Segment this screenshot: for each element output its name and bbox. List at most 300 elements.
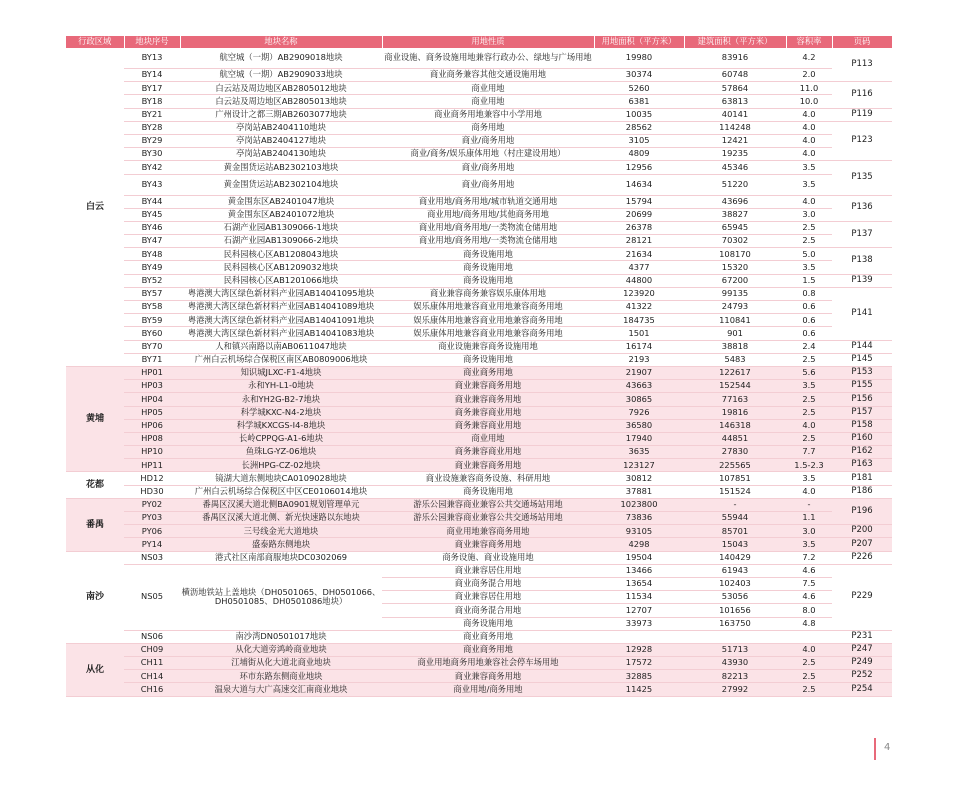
parcel-id-cell: BY60 <box>124 327 180 340</box>
parcel-name-cell: 石湖产业园AB1309066-1地块 <box>180 221 382 234</box>
plot-ratio-cell: 2.5 <box>786 353 832 366</box>
plot-ratio-cell: 3.5 <box>786 174 832 195</box>
land-area-cell: 123127 <box>594 459 684 472</box>
land-area-cell: 5260 <box>594 82 684 95</box>
plot-ratio-cell: 2.5 <box>786 432 832 445</box>
table-row <box>66 261 892 274</box>
floor-area-cell: 57864 <box>684 82 786 95</box>
land-area-cell: 43663 <box>594 380 684 393</box>
page-ref-cell: P139 <box>832 274 892 287</box>
page-ref-cell: P196 <box>832 498 892 524</box>
land-use-cell: 商业用地 <box>382 95 594 108</box>
table-row <box>66 380 892 393</box>
floor-area-cell: 43696 <box>684 195 786 208</box>
parcel-id-cell: HP06 <box>124 419 180 432</box>
table-row <box>66 498 892 511</box>
land-use-cell: 商业用地 <box>382 82 594 95</box>
page-ref-cell: P162 <box>832 446 892 459</box>
header-parcel-name: 地块名称 <box>180 36 382 48</box>
table-header-row <box>66 36 892 48</box>
land-area-cell: 2193 <box>594 353 684 366</box>
parcel-id-cell: BY28 <box>124 121 180 134</box>
parcel-name-cell: 黄金围东区AB2401047地块 <box>180 195 382 208</box>
land-use-cell: 商业/商务/娱乐康体用地（村庄建设用地） <box>382 148 594 161</box>
land-area-cell: 11425 <box>594 683 684 696</box>
parcel-id-cell: NS03 <box>124 551 180 564</box>
land-area-cell: 41322 <box>594 301 684 314</box>
land-use-cell: 商业兼容商务用地 <box>382 380 594 393</box>
table-row <box>66 485 892 498</box>
plot-ratio-cell: 5.0 <box>786 248 832 261</box>
land-area-cell: 4377 <box>594 261 684 274</box>
plot-ratio-cell: 7.5 <box>786 577 832 590</box>
land-area-cell: 20699 <box>594 208 684 221</box>
land-use-cell: 商业用地/商务用地 <box>382 683 594 696</box>
parcel-name-cell: 亭岗站AB2404130地块 <box>180 148 382 161</box>
parcel-id-cell: BY43 <box>124 174 180 195</box>
parcel-id-cell: BY17 <box>124 82 180 95</box>
parcel-name-cell: 民科园核心区AB1208043地块 <box>180 248 382 261</box>
parcel-id-cell: BY18 <box>124 95 180 108</box>
page-ref-cell: P229 <box>832 564 892 630</box>
land-area-cell: 6381 <box>594 95 684 108</box>
plot-ratio-cell: 3.0 <box>786 525 832 538</box>
page-ref-cell: P119 <box>832 108 892 121</box>
page-ref-cell: P160 <box>832 432 892 445</box>
floor-area-cell: 101656 <box>684 604 786 617</box>
plot-ratio-cell: 4.0 <box>786 485 832 498</box>
land-area-cell: 13654 <box>594 577 684 590</box>
floor-area-cell: 15043 <box>684 538 786 551</box>
parcel-name-cell: 白云站及周边地区AB2805013地块 <box>180 95 382 108</box>
land-use-cell: 商务设施用地 <box>382 485 594 498</box>
land-area-cell: 12956 <box>594 161 684 174</box>
parcel-name-cell: 广州白云机场综合保税区中区CE0106014地块 <box>180 485 382 498</box>
land-use-cell: 商业/商务用地 <box>382 161 594 174</box>
district-cell: 从化 <box>66 643 124 696</box>
floor-area-cell: 53056 <box>684 591 786 604</box>
land-use-cell: 商业设施、商务设施用地兼容行政办公、绿地与广场用地 <box>382 48 594 69</box>
parcel-name-cell: 黄金围东区AB2401072地块 <box>180 208 382 221</box>
parcel-name-cell: 民科园核心区AB1209032地块 <box>180 261 382 274</box>
table-row <box>66 525 892 538</box>
plot-ratio-cell: 2.0 <box>786 69 832 82</box>
table-row <box>66 235 892 248</box>
parcel-name-cell: 盛泰路东侧地块 <box>180 538 382 551</box>
parcel-id-cell: BY71 <box>124 353 180 366</box>
land-use-cell: 商业商务混合用地 <box>382 604 594 617</box>
page-number-marker <box>874 738 876 760</box>
floor-area-cell: 44851 <box>684 432 786 445</box>
page-ref-cell: P155 <box>832 380 892 393</box>
parcel-name-cell: 粤港澳大湾区绿色新材料产业园AB14041091地块 <box>180 314 382 327</box>
parcel-name-cell: 科学城KXC-N4-2地块 <box>180 406 382 419</box>
land-area-cell: 30865 <box>594 393 684 406</box>
parcel-id-cell: NS06 <box>124 630 180 643</box>
table-row <box>66 564 892 577</box>
floor-area-cell: 114248 <box>684 121 786 134</box>
parcel-name-cell: 从化大道旁鸿岭商业地块 <box>180 643 382 656</box>
parcel-id-cell: HP04 <box>124 393 180 406</box>
land-area-cell: 32885 <box>594 670 684 683</box>
floor-area-cell: 65945 <box>684 221 786 234</box>
floor-area-cell: 146318 <box>684 419 786 432</box>
floor-area-cell: 61943 <box>684 564 786 577</box>
floor-area-cell: 107851 <box>684 472 786 485</box>
floor-area-cell: 122617 <box>684 366 786 379</box>
page-ref-cell: P231 <box>832 630 892 643</box>
page-ref-cell: P186 <box>832 485 892 498</box>
land-area-cell: 3105 <box>594 134 684 147</box>
land-area-cell: 44800 <box>594 274 684 287</box>
plot-ratio-cell: 0.6 <box>786 314 832 327</box>
land-use-cell: 商务设施、商业设施用地 <box>382 551 594 564</box>
parcel-name-cell: 粤港澳大湾区绿色新材料产业园AB14041083地块 <box>180 327 382 340</box>
page-ref-cell: P113 <box>832 48 892 82</box>
table-row <box>66 174 892 195</box>
table-row <box>66 643 892 656</box>
plot-ratio-cell: 4.8 <box>786 617 832 630</box>
floor-area-cell: 225565 <box>684 459 786 472</box>
parcel-name-cell: 温泉大道与大广高速交汇南商业地块 <box>180 683 382 696</box>
header-parcel-id: 地块序号 <box>124 36 180 48</box>
land-use-cell: 商业用地/商务用地/一类物流仓储用地 <box>382 235 594 248</box>
land-area-cell: 30374 <box>594 69 684 82</box>
parcel-name-cell: 南沙湾DN0501017地块 <box>180 630 382 643</box>
floor-area-cell: 12421 <box>684 134 786 147</box>
parcel-id-cell: CH14 <box>124 670 180 683</box>
floor-area-cell: 77163 <box>684 393 786 406</box>
plot-ratio-cell: 2.5 <box>786 683 832 696</box>
plot-ratio-cell <box>786 630 832 643</box>
land-area-cell: 26378 <box>594 221 684 234</box>
land-area-cell: 4809 <box>594 148 684 161</box>
table-row <box>66 274 892 287</box>
land-area-cell <box>594 630 684 643</box>
land-use-cell: 商业/商务用地 <box>382 174 594 195</box>
land-area-cell: 19504 <box>594 551 684 564</box>
land-area-cell: 30812 <box>594 472 684 485</box>
land-use-cell: 商业兼容居住用地 <box>382 564 594 577</box>
page-ref-cell: P254 <box>832 683 892 696</box>
land-area-cell: 21907 <box>594 366 684 379</box>
plot-ratio-cell: 2.5 <box>786 670 832 683</box>
parcel-id-cell: BY70 <box>124 340 180 353</box>
floor-area-cell <box>684 630 786 643</box>
floor-area-cell: 901 <box>684 327 786 340</box>
land-use-cell: 娱乐康体用地兼容商业用地兼容商务用地 <box>382 314 594 327</box>
page-ref-cell: P163 <box>832 459 892 472</box>
floor-area-cell: 24793 <box>684 301 786 314</box>
land-use-cell: 商务兼容商业用地 <box>382 406 594 419</box>
plot-ratio-cell: 0.6 <box>786 327 832 340</box>
parcel-name-cell: 人和镇兴南路以南AB0611047地块 <box>180 340 382 353</box>
land-area-cell: 28562 <box>594 121 684 134</box>
land-use-cell: 商务设施用地 <box>382 617 594 630</box>
parcel-id-cell: BY47 <box>124 235 180 248</box>
table-row <box>66 459 892 472</box>
land-use-cell: 商业商务用地 <box>382 366 594 379</box>
land-area-cell: 16174 <box>594 340 684 353</box>
page-number: 4 <box>884 742 891 753</box>
land-use-cell: 商业兼容商务用地 <box>382 670 594 683</box>
parcel-id-cell: BY58 <box>124 301 180 314</box>
plot-ratio-cell: 7.7 <box>786 446 832 459</box>
page-ref-cell: P252 <box>832 670 892 683</box>
parcel-name-cell: 广州设计之都三期AB2603077地块 <box>180 108 382 121</box>
floor-area-cell: 51220 <box>684 174 786 195</box>
page-ref-cell: P226 <box>832 551 892 564</box>
plot-ratio-cell: 3.0 <box>786 208 832 221</box>
land-use-cell: 商业/商务用地 <box>382 134 594 147</box>
plot-ratio-cell: 1.1 <box>786 512 832 525</box>
floor-area-cell: 19235 <box>684 148 786 161</box>
page-ref-cell: P116 <box>832 82 892 108</box>
table-row <box>66 82 892 95</box>
page-ref-cell: P135 <box>832 161 892 195</box>
parcel-name-cell: 三号线金光大道地块 <box>180 525 382 538</box>
parcel-name-cell: 航空城（一期）AB2909018地块 <box>180 48 382 69</box>
parcel-id-cell: HP11 <box>124 459 180 472</box>
land-area-cell: 11534 <box>594 591 684 604</box>
parcel-id-cell: BY57 <box>124 287 180 300</box>
land-parcel-table <box>66 36 893 697</box>
land-area-cell: 17940 <box>594 432 684 445</box>
land-area-cell: 10035 <box>594 108 684 121</box>
parcel-id-cell: BY46 <box>124 221 180 234</box>
page-ref-cell: P247 <box>832 643 892 656</box>
parcel-id-cell: HP08 <box>124 432 180 445</box>
land-use-cell: 商业兼容商务兼容娱乐康体用地 <box>382 287 594 300</box>
plot-ratio-cell: 4.0 <box>786 134 832 147</box>
floor-area-cell: 67200 <box>684 274 786 287</box>
page-ref-cell: P138 <box>832 248 892 274</box>
parcel-name-cell: 港式社区南部商服地块DC0302069 <box>180 551 382 564</box>
land-use-cell: 商业兼容居住用地 <box>382 591 594 604</box>
parcel-id-cell: PY06 <box>124 525 180 538</box>
land-area-cell: 19980 <box>594 48 684 69</box>
land-area-cell: 13466 <box>594 564 684 577</box>
floor-area-cell: 27992 <box>684 683 786 696</box>
land-area-cell: 37881 <box>594 485 684 498</box>
district-cell: 南沙 <box>66 551 124 643</box>
parcel-id-cell: BY42 <box>124 161 180 174</box>
parcel-name-cell: 鱼珠LG-YZ-06地块 <box>180 446 382 459</box>
parcel-id-cell: BY45 <box>124 208 180 221</box>
header-district: 行政区域 <box>66 36 124 48</box>
table-row <box>66 683 892 696</box>
table-row <box>66 419 892 432</box>
floor-area-cell: 51713 <box>684 643 786 656</box>
floor-area-cell: 43930 <box>684 657 786 670</box>
land-use-cell: 游乐公园兼容商业兼容公共交通场站用地 <box>382 498 594 511</box>
parcel-name-cell: 民科园核心区AB1201066地块 <box>180 274 382 287</box>
land-use-cell: 商业商务用地兼容中小学用地 <box>382 108 594 121</box>
parcel-id-cell: HP01 <box>124 366 180 379</box>
land-use-cell: 商务设施用地 <box>382 261 594 274</box>
parcel-id-cell: CH16 <box>124 683 180 696</box>
land-area-cell: 1023800 <box>594 498 684 511</box>
plot-ratio-cell: 11.0 <box>786 82 832 95</box>
plot-ratio-cell: 3.5 <box>786 261 832 274</box>
table-row <box>66 670 892 683</box>
parcel-id-cell: HP05 <box>124 406 180 419</box>
land-area-cell: 17572 <box>594 657 684 670</box>
parcel-id-cell: BY13 <box>124 48 180 69</box>
table-row <box>66 340 892 353</box>
table-row <box>66 327 892 340</box>
plot-ratio-cell: 0.6 <box>786 301 832 314</box>
parcel-name-cell: 知识城JLXC-F1-4地块 <box>180 366 382 379</box>
land-use-cell: 商业用地/商务用地/其他商务用地 <box>382 208 594 221</box>
floor-area-cell: 163750 <box>684 617 786 630</box>
plot-ratio-cell: 2.4 <box>786 340 832 353</box>
land-area-cell: 15794 <box>594 195 684 208</box>
floor-area-cell: 19816 <box>684 406 786 419</box>
land-use-cell: 商务设施用地 <box>382 353 594 366</box>
table-row <box>66 657 892 670</box>
plot-ratio-cell: 4.0 <box>786 419 832 432</box>
page-ref-cell: P249 <box>832 657 892 670</box>
parcel-id-cell: BY59 <box>124 314 180 327</box>
parcel-name-cell: 航空城（一期）AB2909033地块 <box>180 69 382 82</box>
parcel-name-cell: 粤港澳大湾区绿色新材料产业园AB14041095地块 <box>180 287 382 300</box>
plot-ratio-cell: 7.2 <box>786 551 832 564</box>
table-row <box>66 248 892 261</box>
floor-area-cell: 40141 <box>684 108 786 121</box>
floor-area-cell: 82213 <box>684 670 786 683</box>
parcel-id-cell: HP10 <box>124 446 180 459</box>
district-cell: 花都 <box>66 472 124 498</box>
land-area-cell: 7926 <box>594 406 684 419</box>
land-area-cell: 21634 <box>594 248 684 261</box>
table-row <box>66 48 892 69</box>
parcel-name-cell: 白云站及周边地区AB2805012地块 <box>180 82 382 95</box>
land-area-cell: 3635 <box>594 446 684 459</box>
land-use-cell: 商业用地 <box>382 432 594 445</box>
table-row <box>66 551 892 564</box>
table-row <box>66 446 892 459</box>
floor-area-cell: - <box>684 498 786 511</box>
header-plot-ratio: 容积率 <box>786 36 832 48</box>
plot-ratio-cell: 3.5 <box>786 538 832 551</box>
page-ref-cell: P144 <box>832 340 892 353</box>
floor-area-cell: 38827 <box>684 208 786 221</box>
table-row <box>66 161 892 174</box>
land-use-cell: 商务设施用地 <box>382 274 594 287</box>
parcel-name-cell: 江埔街从化大道北商业地块 <box>180 657 382 670</box>
floor-area-cell: 152544 <box>684 380 786 393</box>
parcel-name-cell: 永和YH-L1-0地块 <box>180 380 382 393</box>
floor-area-cell: 110841 <box>684 314 786 327</box>
parcel-id-cell: BY30 <box>124 148 180 161</box>
page-ref-cell: P145 <box>832 353 892 366</box>
land-area-cell: 36580 <box>594 419 684 432</box>
table-row <box>66 134 892 147</box>
table-row <box>66 353 892 366</box>
plot-ratio-cell: - <box>786 498 832 511</box>
parcel-id-cell: BY48 <box>124 248 180 261</box>
land-area-cell: 184735 <box>594 314 684 327</box>
floor-area-cell: 15320 <box>684 261 786 274</box>
parcel-name-cell: 广州白云机场综合保税区南区AB0809006地块 <box>180 353 382 366</box>
floor-area-cell: 85701 <box>684 525 786 538</box>
parcel-id-cell: BY44 <box>124 195 180 208</box>
parcel-name-cell: 黄金围货运站AB2302104地块 <box>180 174 382 195</box>
parcel-name-cell: 亭岗站AB2404127地块 <box>180 134 382 147</box>
floor-area-cell: 55944 <box>684 512 786 525</box>
floor-area-cell: 99135 <box>684 287 786 300</box>
parcel-name-cell: 科学城KXCGS-I4-8地块 <box>180 419 382 432</box>
plot-ratio-cell: 4.2 <box>786 48 832 69</box>
parcel-id-cell: HD30 <box>124 485 180 498</box>
parcel-name-cell: 环市东路东侧商业地块 <box>180 670 382 683</box>
land-use-cell: 商务兼容商业用地 <box>382 446 594 459</box>
parcel-id-cell: CH11 <box>124 657 180 670</box>
floor-area-cell: 5483 <box>684 353 786 366</box>
parcel-id-cell: BY52 <box>124 274 180 287</box>
parcel-name-cell: 横沥地铁站上盖地块（DH0501065、DH0501066、DH0501085、DH0501086地块） <box>180 564 382 630</box>
plot-ratio-cell: 4.0 <box>786 195 832 208</box>
parcel-name-cell: 亭岗站AB2404110地块 <box>180 121 382 134</box>
land-area-cell: 12928 <box>594 643 684 656</box>
parcel-id-cell: HD12 <box>124 472 180 485</box>
plot-ratio-cell: 2.5 <box>786 406 832 419</box>
land-use-cell: 商业兼容商务用地 <box>382 459 594 472</box>
plot-ratio-cell: 3.5 <box>786 161 832 174</box>
page-ref-cell: P123 <box>832 121 892 161</box>
parcel-id-cell: BY29 <box>124 134 180 147</box>
table-row <box>66 366 892 379</box>
land-use-cell: 商业用地/商务用地/城市轨道交通用地 <box>382 195 594 208</box>
table-row <box>66 287 892 300</box>
page-ref-cell: P157 <box>832 406 892 419</box>
table-row <box>66 69 892 82</box>
page-ref-cell: P181 <box>832 472 892 485</box>
header-land-area: 用地面积（平方米） <box>594 36 684 48</box>
district-cell: 番禺 <box>66 498 124 551</box>
plot-ratio-cell: 3.5 <box>786 380 832 393</box>
land-use-cell: 商业设施兼容商务设施、科研用地 <box>382 472 594 485</box>
plot-ratio-cell: 2.5 <box>786 657 832 670</box>
plot-ratio-cell: 4.0 <box>786 148 832 161</box>
floor-area-cell: 151524 <box>684 485 786 498</box>
land-use-cell: 商务用地 <box>382 121 594 134</box>
table-row <box>66 95 892 108</box>
land-area-cell: 4298 <box>594 538 684 551</box>
land-use-cell: 娱乐康体用地兼容商业用地兼容商务用地 <box>382 327 594 340</box>
table-row <box>66 630 892 643</box>
floor-area-cell: 63813 <box>684 95 786 108</box>
plot-ratio-cell: 4.0 <box>786 108 832 121</box>
land-area-cell: 73836 <box>594 512 684 525</box>
land-use-cell: 商业兼容商务用地 <box>382 538 594 551</box>
parcel-name-cell: 长岭CPPQG-A1-6地块 <box>180 432 382 445</box>
floor-area-cell: 83916 <box>684 48 786 69</box>
plot-ratio-cell: 4.6 <box>786 591 832 604</box>
land-use-cell: 商业商务用地 <box>382 630 594 643</box>
table-row <box>66 432 892 445</box>
land-use-cell: 商业兼容商务用地 <box>382 393 594 406</box>
table-row <box>66 121 892 134</box>
plot-ratio-cell: 4.6 <box>786 564 832 577</box>
parcel-id-cell: NS05 <box>124 564 180 630</box>
land-area-cell: 1501 <box>594 327 684 340</box>
parcel-name-cell: 番禺区汉溪大道北侧、新光快速路以东地块 <box>180 512 382 525</box>
header-page: 页码 <box>832 36 892 48</box>
land-area-cell: 12707 <box>594 604 684 617</box>
parcel-id-cell: BY14 <box>124 69 180 82</box>
